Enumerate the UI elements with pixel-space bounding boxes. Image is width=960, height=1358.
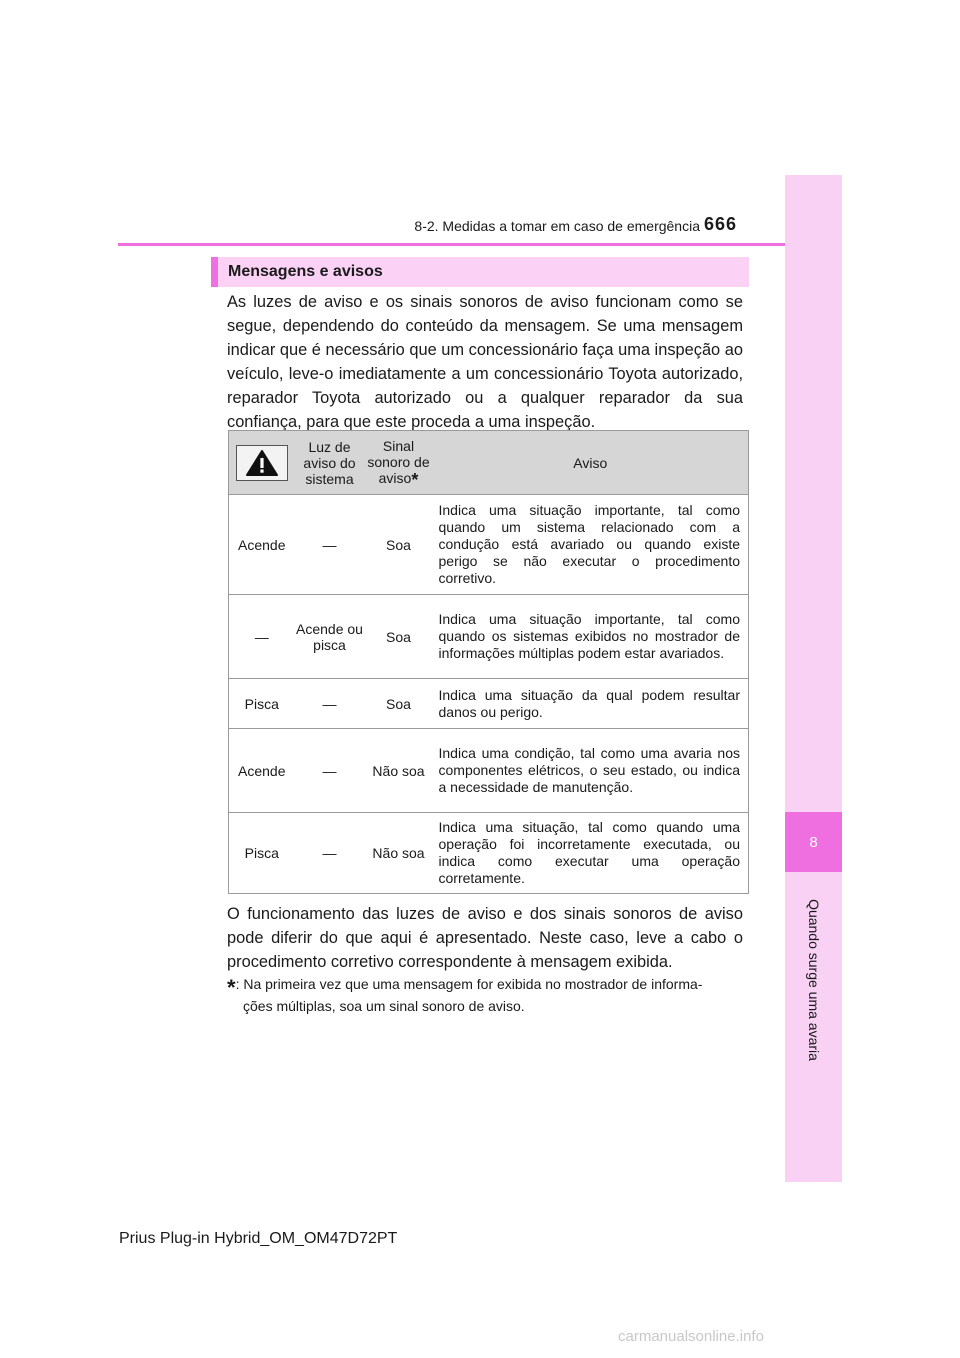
table-row bbox=[229, 595, 749, 679]
cell-light-status: — bbox=[295, 729, 365, 813]
header-warning: Aviso bbox=[433, 431, 749, 495]
section-heading bbox=[211, 257, 749, 287]
cell-icon-status: Pisca bbox=[229, 679, 295, 729]
footer-document-id: Prius Plug-in Hybrid_OM_OM47D72PT bbox=[119, 1230, 398, 1247]
table-row bbox=[229, 495, 749, 595]
cell-icon-status: Acende bbox=[229, 729, 295, 813]
cell-light-status: — bbox=[295, 813, 365, 894]
footnote-asterisk: * bbox=[411, 469, 419, 490]
cell-description: Indica uma condição, tal como uma avaria nos componentes elétricos, o seu estado, ou indica a necessidade de manutenção. bbox=[433, 729, 749, 813]
cell-description: Indica uma situação importante, tal como quando um sistema relacionado com a condução está avariado ou quando existe perigo se não executar o procedimento corretivo. bbox=[433, 495, 749, 595]
intro-paragraph: As luzes de aviso e os sinais sonoros de aviso funcionam como se segue, dependendo do conteúdo da mensagem. Se uma mensagem indicar que é necessário que um concessionário faça uma inspeção ao veículo, leve-o imediatamente a um concessionário Toyota autorizado, reparador Toyota autorizado ou a qualquer reparador da sua confiança, para que este proceda a uma inspeção. bbox=[227, 293, 743, 431]
cell-buzzer-status: Não soa bbox=[365, 729, 433, 813]
header-system-light: Luz de aviso do sistema bbox=[295, 431, 365, 495]
cell-description: Indica uma situação, tal como quando uma operação foi incorretamente executada, ou indica como executar uma operação corretamente. bbox=[433, 813, 749, 894]
section-title: Mensagens e avisos bbox=[228, 263, 383, 280]
footnote-line-1: : Na primeira vez que uma mensagem for exibida no mostrador de informa- bbox=[235, 976, 703, 992]
chapter-title-tab bbox=[785, 870, 842, 1090]
cell-light-status: Acende ou pisca bbox=[295, 595, 365, 679]
page-number: 666 bbox=[704, 214, 738, 234]
table-header-row bbox=[229, 431, 749, 495]
cell-light-status: — bbox=[295, 495, 365, 595]
header-section-title: 8-2. Medidas a tomar em caso de emergência bbox=[414, 218, 700, 234]
table-row bbox=[229, 813, 749, 894]
header-icon-cell bbox=[229, 431, 295, 495]
cell-icon-status: Acende bbox=[229, 495, 295, 595]
header-rule bbox=[118, 243, 785, 246]
closing-paragraph: O funcionamento das luzes de aviso e dos sinais sonoros de aviso pode diferir do que aqui é apresentado. Neste caso, leve a cabo o procedimento corretivo correspondente à mensagem exibida. bbox=[227, 905, 743, 971]
chapter-number-tab bbox=[785, 812, 842, 872]
header-buzzer: Sinal sonoro de aviso* bbox=[365, 431, 433, 495]
cell-description: Indica uma situação importante, tal como quando os sistemas exibidos no mostrador de informações múltiplas podem estar avariados. bbox=[433, 595, 749, 679]
chapter-title: Quando surge uma avaria bbox=[805, 899, 822, 1061]
cell-buzzer-status: Soa bbox=[365, 595, 433, 679]
cell-buzzer-status: Soa bbox=[365, 495, 433, 595]
footnote-line-2: ções múltiplas, soa um sinal sonoro de aviso. bbox=[243, 998, 525, 1014]
table-row bbox=[229, 729, 749, 813]
chapter-number: 8 bbox=[809, 833, 818, 851]
cell-buzzer-status: Soa bbox=[365, 679, 433, 729]
cell-icon-status: Pisca bbox=[229, 813, 295, 894]
cell-description: Indica uma situação da qual podem resultar danos ou perigo. bbox=[433, 679, 749, 729]
cell-icon-status: — bbox=[229, 595, 295, 679]
cell-light-status: — bbox=[295, 679, 365, 729]
warning-table bbox=[228, 430, 749, 894]
watermark: carmanualsonline.info bbox=[618, 1328, 764, 1345]
footnote-mark: * bbox=[227, 975, 236, 1000]
warning-triangle-icon bbox=[236, 445, 288, 481]
table-row bbox=[229, 679, 749, 729]
footnote bbox=[227, 975, 745, 1016]
cell-buzzer-status: Não soa bbox=[365, 813, 433, 894]
